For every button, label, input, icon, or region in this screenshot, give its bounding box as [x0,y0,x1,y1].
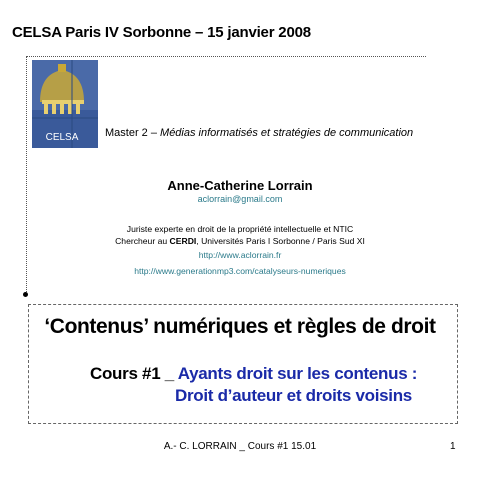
course-heading [90,364,417,384]
author-affiliation [0,236,480,246]
course-prefix: Cours #1 _ [90,364,178,383]
dotted-guide-top [26,56,426,57]
slide-title: ‘Contenus’ numériques et règles de droit [44,315,436,338]
celsa-logo-graphic [32,60,98,148]
master-prefix: Master 2 – [105,127,161,139]
affiliation-suffix: , Universités Paris I Sorbonne / Paris Sud XI [196,236,365,246]
celsa-logo [32,60,98,148]
website-link[interactable]: http://www.aclorrain.fr [198,250,282,260]
master-italic: Médias informatisés et stratégies de communication [160,127,414,139]
header-title: CELSA Paris IV Sorbonne – 15 janvier 2008 [12,24,311,41]
footer-text: A.- C. LORRAIN _ Cours #1 15.01 [163,441,317,452]
course-line1: Ayants droit sur les contenus : [177,364,418,383]
author-name: Anne-Catherine Lorrain [167,178,313,193]
logo-text: CELSA [45,132,79,143]
affiliation-prefix: Chercheur au [115,236,170,246]
page-number: 1 [450,441,456,452]
author-email[interactable]: aclorrain@gmail.com [197,194,283,204]
dotted-guide-vertical [26,56,27,296]
master-program [105,127,413,139]
bullet-dot [23,292,28,297]
course-line2: Droit d’auteur et droits voisins [175,386,412,405]
author-role: Juriste experte en droit de la propriété intellectuelle et NTIC [126,224,354,234]
blog-link[interactable]: http://www.generationmp3.com/catalyseurs-numeriques [134,266,346,276]
affiliation-cerdi: CERDI [169,236,197,246]
